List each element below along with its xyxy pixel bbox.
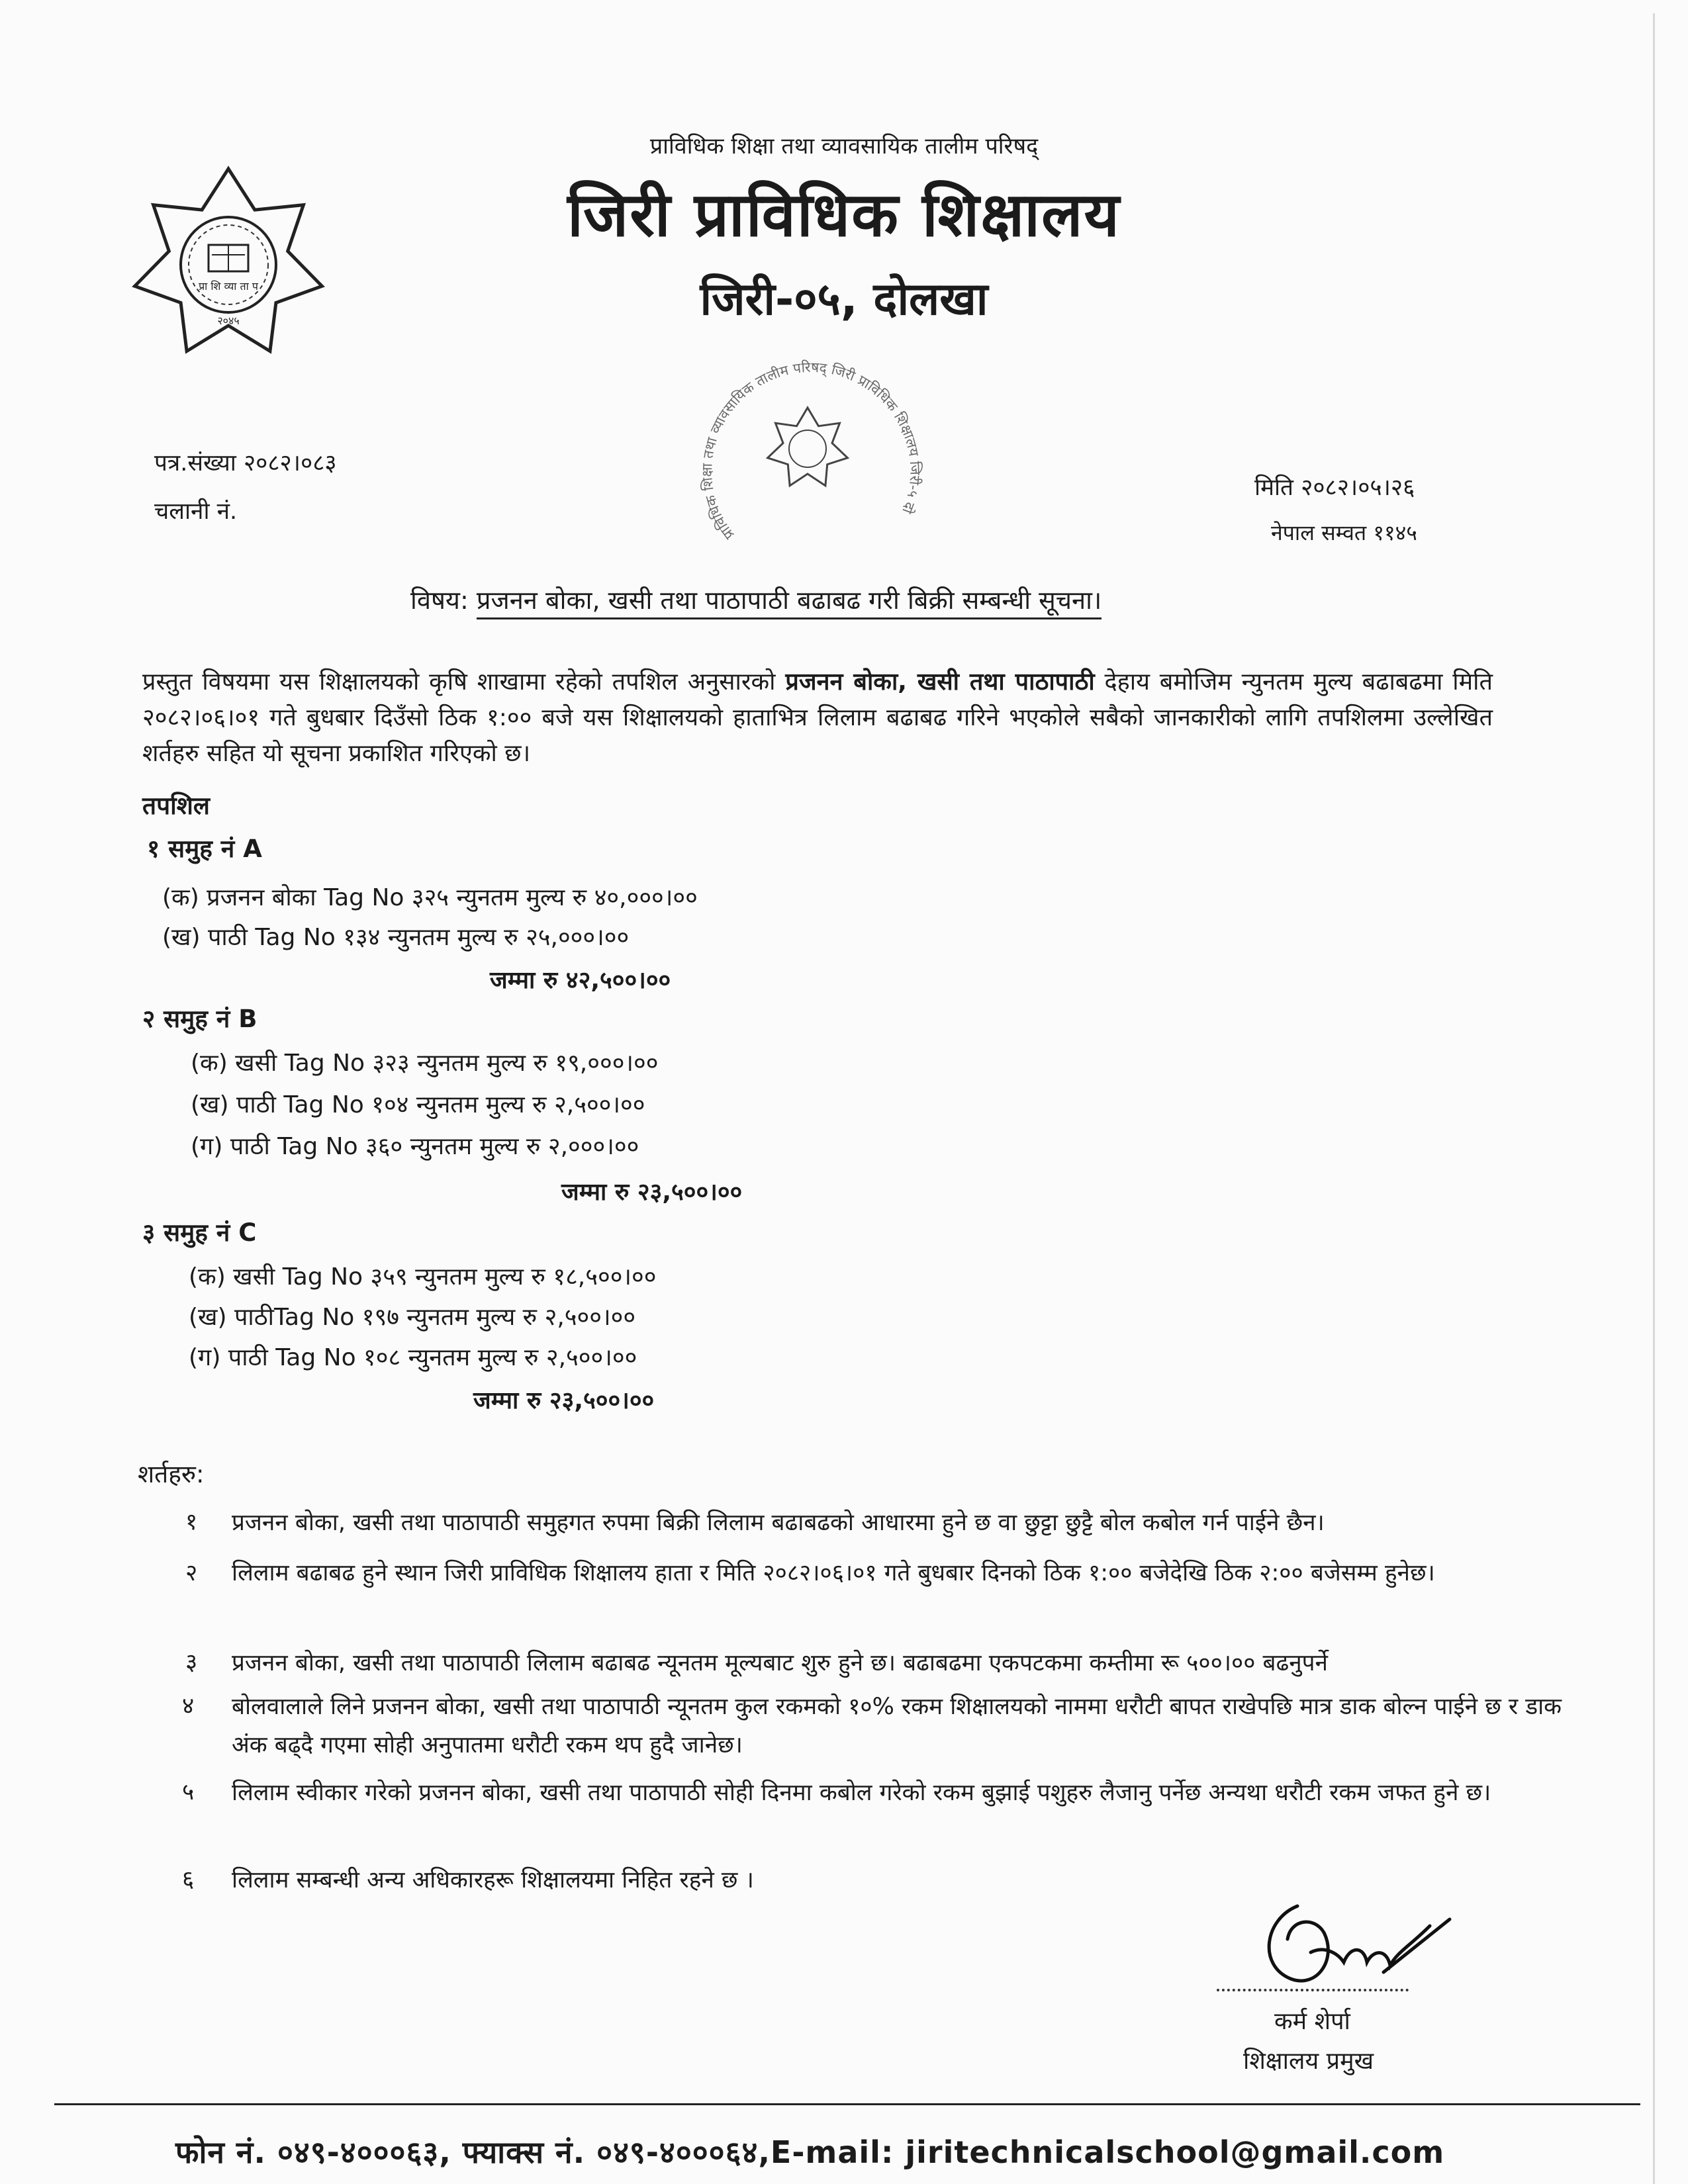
group-b-item-2: (ख) पाठी Tag No १०४ न्युनतम मुल्य रु २,५००।०० <box>191 1091 645 1118</box>
notice-paragraph <box>142 664 1493 772</box>
condition-1-text: प्रजनन बोका, खसी तथा पाठापाठी समुहगत रुपमा बिक्री लिलाम बढाबढको आधारमा हुने छ वा छुट्टा छुट्टै बोल कबोल गर्न पाईने छैन। <box>232 1510 1325 1536</box>
condition-6-number: ६ <box>182 1866 195 1893</box>
school-location: जिरी-०५, दोलखा <box>700 273 988 326</box>
condition-3-number: ३ <box>185 1649 198 1676</box>
condition-1-number: १ <box>185 1509 198 1535</box>
footer-rule <box>54 2103 1640 2105</box>
nepal-samvat-date: नेपाल सम्वत ११४५ <box>1271 520 1417 545</box>
paragraph-bold: प्रजनन बोका, खसी तथा पाठापाठी <box>785 668 1095 696</box>
conditions-heading: शर्तहरु: <box>138 1460 205 1488</box>
subject-line <box>410 582 1102 617</box>
page-edge-shadow <box>1653 13 1655 2184</box>
group-a-item-2: (ख) पाठी Tag No १३४ न्युनतम मुल्य रु २५,०००।०० <box>162 924 630 951</box>
group-a-title: १ समुह नं A <box>147 835 262 863</box>
footer-contact: फोन नं. ०४९-४०००६३, फ्याक्स नं. ०४९-४०००६४,E-mail: jiritechnicalschool@gmail.com <box>175 2134 1445 2170</box>
dispatch-number: चलानी नं. <box>154 498 238 525</box>
stamp-text: प्राविधिक शिक्षा तथा व्यावसायिक तालीम परिषद् जिरी प्राविधिक शिक्षालय जिरी-५ दो <box>699 359 923 543</box>
group-c-title: ३ समुह नं C <box>142 1218 257 1247</box>
group-b-total: जम्मा रु २३,५००।०० <box>561 1179 743 1206</box>
paragraph-text-1: प्रस्तुत विषयमा यस शिक्षालयको कृषि शाखामा रहेको तपशिल अनुसारको <box>142 668 786 696</box>
emblem-text: प्रा शि व्या ता प <box>199 280 258 293</box>
condition-4-text: बोलवालाले लिने प्रजनन बोका, खसी तथा पाठापाठी न्यूनतम कुल रकमको १०% रकम शिक्षालयको नाममा धरौटी बापत राखेपछि मात्र डाक बोल्न पाईने छ र डाक अंक बढ्दै गएमा सोही अनुपातमा धरौटी रकम थप हुदै जानेछ। <box>232 1694 1562 1758</box>
subject-label: विषय: <box>410 586 469 615</box>
official-stamp <box>682 316 947 584</box>
emblem-year: २०४५ <box>217 314 240 327</box>
letter-date: मिति २०८२।०५।२६ <box>1254 475 1415 501</box>
group-a-item-1: (क) प्रजनन बोका Tag No ३२५ न्युनतम मुल्य रु ४०,०००।०० <box>162 884 698 911</box>
group-c-item-3: (ग) पाठी Tag No १०८ न्युनतम मुल्य रु २,५००।०० <box>189 1344 637 1371</box>
group-b-item-3: (ग) पाठी Tag No ३६० न्युनतम मुल्य रु २,०००।०० <box>191 1133 639 1160</box>
group-c-total: जम्मा रु २३,५००।०० <box>473 1387 655 1414</box>
group-c-item-1: (क) खसी Tag No ३५९ न्युनतम मुल्य रु १८,५००।०० <box>189 1263 657 1291</box>
signatory-name: कर्म शेर्पा <box>1274 2008 1350 2035</box>
tapashil-heading: तपशिल <box>142 792 210 820</box>
handwritten-signature <box>1251 1880 1463 2001</box>
group-a-total: जम्मा रु ४२,५००।०० <box>490 967 671 994</box>
condition-5-text: लिलाम स्वीकार गरेको प्रजनन बोका, खसी तथा पाठापाठी सोही दिनमा कबोल गरेको रकम बुझाई पशुहरु लैजानु पर्नेछ अन्यथा धरौटी रकम जफत हुने छ। <box>232 1780 1491 1806</box>
condition-2-text: लिलाम बढाबढ हुने स्थान जिरी प्राविधिक शिक्षालय हाता र मिति २०८२।०६।०१ गते बुधबार दिनको ठिक १:०० बजेदेखि ठिक २:०० बजेसम्म हुनेछ। <box>232 1560 1435 1586</box>
signatory-title: शिक्षालय प्रमुख <box>1243 2048 1374 2075</box>
group-b-title: २ समुह नं B <box>142 1005 258 1033</box>
paragraph-text-2: देहाय बमोजिम न्युनतम मुल्य बढाबढमा मिति २०८२।०६।०१ गते बुधबार दिउँसो ठिक १:०० बजे यस शिक्षालयको हाताभित्र लिलाम बढाबढ गरिने भएकोले सबैको जानकारीको लागि तपशिलमा उल्लेखित शर्तहरु सहित यो सूचना प्रकाशित गरिएको छ। <box>142 668 1493 767</box>
condition-6-text: लिलाम सम्बन्धी अन्य अधिकारहरू शिक्षालयमा निहित रहने छ । <box>232 1867 754 1893</box>
condition-3-text: प्रजनन बोका, खसी तथा पाठापाठी लिलाम बढाबढ न्यूनतम मूल्यबाट शुरु हुने छ। बढाबढमा एकपटकमा कम्तीमा रू ५००।०० बढनुपर्ने <box>232 1650 1328 1676</box>
group-c-item-2: (ख) पाठीTag No १९७ न्युनतम मुल्य रु २,५००।०० <box>189 1304 636 1331</box>
council-name: प्राविधिक शिक्षा तथा व्यावसायिक तालीम परिषद् <box>649 133 1039 159</box>
school-name: जिरी प्राविधिक शिक्षालय <box>567 179 1121 250</box>
signature-line <box>1217 1989 1409 1991</box>
condition-4-number: ४ <box>182 1693 195 1719</box>
condition-5-number: ५ <box>182 1779 195 1805</box>
svg-text:प्राविधिक शिक्षा तथा व्यावसायि <box>682 316 923 543</box>
group-b-item-1: (क) खसी Tag No ३२३ न्युनतम मुल्य रु १९,०००।०० <box>191 1050 659 1077</box>
subject-text: प्रजनन बोका, खसी तथा पाठापाठी बढाबढ गरी बिक्री सम्बन्धी सूचना। <box>477 586 1102 619</box>
condition-2-number: २ <box>185 1560 198 1586</box>
letter-number: पत्र.संख्या २०८२।०८३ <box>154 450 337 477</box>
